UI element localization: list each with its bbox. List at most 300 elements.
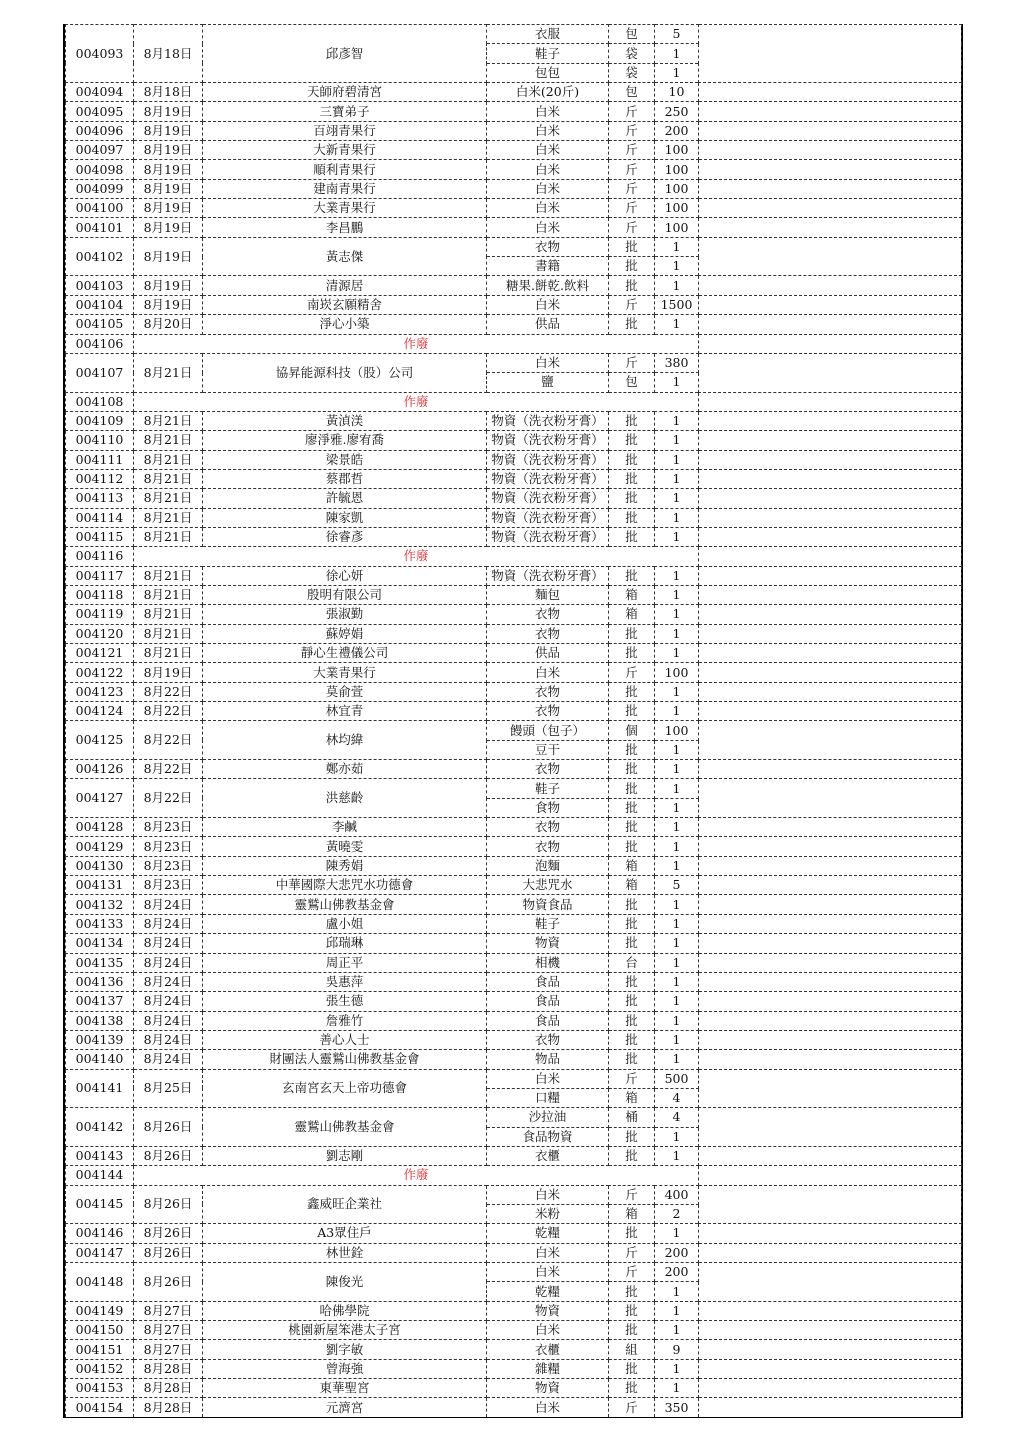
donor-name: 陳家凱	[203, 508, 487, 527]
table-row	[66, 179, 962, 198]
record-number: 004113	[66, 489, 134, 508]
item-quantity: 5	[655, 876, 699, 895]
item-quantity: 1	[655, 1379, 699, 1398]
item-quantity: 10	[655, 83, 699, 102]
donor-name: 鑫威旺企業社	[203, 1185, 487, 1224]
record-date: 8月21日	[134, 566, 203, 585]
donor-name: 靈鷲山佛教基金會	[203, 1108, 487, 1147]
remarks-cell	[699, 644, 962, 663]
donor-name: 曾海強	[203, 1359, 487, 1378]
donor-name: 大業青果行	[203, 199, 487, 218]
item-unit: 批	[609, 315, 655, 334]
record-number: 004147	[66, 1243, 134, 1262]
remarks-cell	[699, 992, 962, 1011]
donor-name: 洪慈齡	[203, 779, 487, 818]
item-name: 物資（洗衣粉牙膏）	[487, 469, 609, 488]
remarks-cell	[699, 1321, 962, 1340]
item-name: 白米(20斤)	[487, 83, 609, 102]
donor-name: 順利青果行	[203, 160, 487, 179]
record-number: 004141	[66, 1069, 134, 1108]
record-number: 004131	[66, 876, 134, 895]
item-quantity: 1	[655, 315, 699, 334]
record-number: 004134	[66, 934, 134, 953]
item-unit: 箱	[609, 876, 655, 895]
item-unit: 斤	[609, 1243, 655, 1262]
item-quantity: 1	[655, 1050, 699, 1069]
item-name: 衣物	[487, 837, 609, 856]
table-row	[66, 972, 962, 991]
item-quantity: 100	[655, 179, 699, 198]
table-row	[66, 1340, 962, 1359]
record-number: 004135	[66, 953, 134, 972]
record-date: 8月24日	[134, 992, 203, 1011]
item-quantity: 1	[655, 1359, 699, 1378]
item-name: 白米	[487, 160, 609, 179]
remarks-cell	[699, 837, 962, 856]
item-quantity: 380	[655, 353, 699, 372]
record-date: 8月21日	[134, 450, 203, 469]
item-quantity: 1	[655, 702, 699, 721]
remarks-cell	[699, 1243, 962, 1262]
donor-name: 劉字敏	[203, 1340, 487, 1359]
item-unit: 批	[609, 431, 655, 450]
item-name: 衣物	[487, 605, 609, 624]
table-row	[66, 876, 962, 895]
item-name: 衣物	[487, 624, 609, 643]
record-number: 004128	[66, 818, 134, 837]
table-row	[66, 1011, 962, 1030]
item-unit: 批	[609, 1379, 655, 1398]
item-unit: 批	[609, 469, 655, 488]
record-date: 8月26日	[134, 1185, 203, 1224]
item-unit: 批	[609, 702, 655, 721]
record-number: 004106	[66, 334, 134, 353]
remarks-cell	[699, 1030, 962, 1049]
record-date: 8月21日	[134, 527, 203, 546]
donor-name: 殷明有限公司	[203, 585, 487, 604]
donor-name: 財團法人靈鷲山佛教基金會	[203, 1050, 487, 1069]
item-unit: 斤	[609, 353, 655, 372]
donor-name: 哈佛學院	[203, 1301, 487, 1320]
record-date: 8月19日	[134, 237, 203, 276]
item-unit: 批	[609, 489, 655, 508]
donor-name: 梁景皓	[203, 450, 487, 469]
item-unit: 批	[609, 1359, 655, 1378]
record-number: 004152	[66, 1359, 134, 1378]
item-quantity: 400	[655, 1185, 699, 1204]
remarks-cell	[699, 547, 962, 566]
record-number: 004093	[66, 25, 134, 83]
donor-name: 大業青果行	[203, 663, 487, 682]
record-number: 004114	[66, 508, 134, 527]
table-row	[66, 1108, 962, 1127]
remarks-cell	[699, 489, 962, 508]
table-row	[66, 1146, 962, 1165]
remarks-cell	[699, 527, 962, 546]
item-quantity: 1	[655, 644, 699, 663]
record-number: 004140	[66, 1050, 134, 1069]
table-row	[66, 295, 962, 314]
donor-name: 李昌鵬	[203, 218, 487, 237]
item-name: 物資食品	[487, 895, 609, 914]
remarks-cell	[699, 431, 962, 450]
item-name: 泡麵	[487, 856, 609, 875]
item-unit: 批	[609, 450, 655, 469]
table-row	[66, 141, 962, 160]
record-date: 8月21日	[134, 605, 203, 624]
item-quantity: 1	[655, 469, 699, 488]
item-name: 物資（洗衣粉牙膏）	[487, 489, 609, 508]
item-unit: 組	[609, 1340, 655, 1359]
item-quantity: 9	[655, 1340, 699, 1359]
item-unit: 斤	[609, 1185, 655, 1204]
donor-name: 靈鷲山佛教基金會	[203, 895, 487, 914]
item-name: 豆干	[487, 740, 609, 759]
donor-name: 許毓恩	[203, 489, 487, 508]
donor-name: 陳俊光	[203, 1263, 487, 1302]
donor-name: 吳惠萍	[203, 972, 487, 991]
table-row	[66, 702, 962, 721]
item-unit: 箱	[609, 1088, 655, 1107]
record-date: 8月24日	[134, 1030, 203, 1049]
table-row	[66, 624, 962, 643]
item-unit: 斤	[609, 121, 655, 140]
item-quantity: 250	[655, 102, 699, 121]
donor-name: 李鹹	[203, 818, 487, 837]
record-number: 004143	[66, 1146, 134, 1165]
donor-name: 三寶弟子	[203, 102, 487, 121]
donor-name: 桃園新屋笨港太子宮	[203, 1321, 487, 1340]
record-number: 004103	[66, 276, 134, 295]
item-name: 食物	[487, 798, 609, 817]
remarks-cell	[699, 972, 962, 991]
record-number: 004139	[66, 1030, 134, 1049]
item-quantity: 1	[655, 914, 699, 933]
item-quantity: 1	[655, 257, 699, 276]
table-row	[66, 1398, 962, 1417]
item-quantity: 1	[655, 1224, 699, 1243]
item-unit: 批	[609, 740, 655, 759]
item-quantity: 1	[655, 953, 699, 972]
table-row	[66, 779, 962, 798]
donor-name: 張生德	[203, 992, 487, 1011]
record-number: 004094	[66, 83, 134, 102]
remarks-cell	[699, 876, 962, 895]
record-number: 004095	[66, 102, 134, 121]
item-name: 衣櫃	[487, 1146, 609, 1165]
donor-name: 林均緯	[203, 721, 487, 760]
record-number: 004105	[66, 315, 134, 334]
item-name: 食品	[487, 972, 609, 991]
remarks-cell	[699, 450, 962, 469]
remarks-cell	[699, 1359, 962, 1378]
item-unit: 斤	[609, 199, 655, 218]
record-date: 8月24日	[134, 1011, 203, 1030]
item-name: 大悲咒水	[487, 876, 609, 895]
item-name: 食品	[487, 1011, 609, 1030]
record-date: 8月22日	[134, 682, 203, 701]
record-date: 8月19日	[134, 295, 203, 314]
record-date: 8月19日	[134, 121, 203, 140]
item-quantity: 200	[655, 1263, 699, 1282]
record-date: 8月19日	[134, 663, 203, 682]
item-name: 鹽	[487, 373, 609, 392]
table-row	[66, 992, 962, 1011]
item-quantity: 1	[655, 237, 699, 256]
record-number: 004142	[66, 1108, 134, 1147]
table-row	[66, 315, 962, 334]
item-quantity: 5	[655, 25, 699, 44]
remarks-cell	[699, 160, 962, 179]
table-row	[66, 721, 962, 740]
item-unit: 批	[609, 1146, 655, 1165]
record-date: 8月26日	[134, 1108, 203, 1147]
table-row	[66, 489, 962, 508]
table-row	[66, 1224, 962, 1243]
item-unit: 斤	[609, 179, 655, 198]
item-unit: 斤	[609, 1069, 655, 1088]
record-date: 8月24日	[134, 934, 203, 953]
donor-name: 中華國際大悲咒水功德會	[203, 876, 487, 895]
record-number: 004154	[66, 1398, 134, 1417]
item-unit: 批	[609, 1050, 655, 1069]
item-unit: 箱	[609, 585, 655, 604]
record-date: 8月26日	[134, 1263, 203, 1302]
table-row	[66, 760, 962, 779]
item-quantity: 1	[655, 527, 699, 546]
table-row	[66, 1030, 962, 1049]
item-quantity: 1	[655, 760, 699, 779]
item-name: 白米	[487, 295, 609, 314]
record-date: 8月27日	[134, 1321, 203, 1340]
item-unit: 包	[609, 373, 655, 392]
item-name: 白米	[487, 1321, 609, 1340]
table-row	[66, 450, 962, 469]
donor-name: 清源居	[203, 276, 487, 295]
record-number: 004100	[66, 199, 134, 218]
record-date: 8月24日	[134, 972, 203, 991]
record-number: 004109	[66, 411, 134, 430]
item-name: 衣服	[487, 25, 609, 44]
record-date: 8月21日	[134, 431, 203, 450]
donor-name: 東華聖宮	[203, 1379, 487, 1398]
item-unit: 批	[609, 1224, 655, 1243]
donor-name: 元濟宮	[203, 1398, 487, 1417]
item-unit: 斤	[609, 1398, 655, 1417]
item-quantity: 1	[655, 1011, 699, 1030]
item-name: 白米	[487, 141, 609, 160]
item-quantity: 1500	[655, 295, 699, 314]
remarks-cell	[699, 1146, 962, 1165]
item-name: 相機	[487, 953, 609, 972]
donor-name: 林世銓	[203, 1243, 487, 1262]
record-date: 8月19日	[134, 199, 203, 218]
donor-name: 莫俞萱	[203, 682, 487, 701]
record-number: 004102	[66, 237, 134, 276]
item-name: 包包	[487, 63, 609, 82]
item-unit: 斤	[609, 102, 655, 121]
remarks-cell	[699, 353, 962, 392]
record-date: 8月22日	[134, 779, 203, 818]
record-number: 004099	[66, 179, 134, 198]
item-unit: 批	[609, 934, 655, 953]
item-name: 米粉	[487, 1204, 609, 1223]
record-date: 8月27日	[134, 1301, 203, 1320]
item-unit: 箱	[609, 856, 655, 875]
item-quantity: 1	[655, 779, 699, 798]
remarks-cell	[699, 953, 962, 972]
record-date: 8月23日	[134, 837, 203, 856]
item-quantity: 1	[655, 1030, 699, 1049]
donor-name: 徐心妍	[203, 566, 487, 585]
remarks-cell	[699, 1011, 962, 1030]
item-quantity: 1	[655, 837, 699, 856]
remarks-cell	[699, 566, 962, 585]
record-date: 8月25日	[134, 1069, 203, 1108]
record-number: 004148	[66, 1263, 134, 1302]
record-number: 004110	[66, 431, 134, 450]
record-date: 8月27日	[134, 1340, 203, 1359]
record-date: 8月24日	[134, 953, 203, 972]
record-number: 004127	[66, 779, 134, 818]
record-number: 004101	[66, 218, 134, 237]
item-name: 物資	[487, 1379, 609, 1398]
item-unit: 袋	[609, 63, 655, 82]
item-unit: 個	[609, 721, 655, 740]
item-name: 口糧	[487, 1088, 609, 1107]
record-date: 8月19日	[134, 218, 203, 237]
item-unit: 斤	[609, 218, 655, 237]
donor-name: 劉志剛	[203, 1146, 487, 1165]
remarks-cell	[699, 334, 962, 353]
remarks-cell	[699, 585, 962, 604]
item-quantity: 2	[655, 1204, 699, 1223]
remarks-cell	[699, 1379, 962, 1398]
remarks-cell	[699, 1398, 962, 1417]
record-date: 8月21日	[134, 489, 203, 508]
record-number: 004119	[66, 605, 134, 624]
item-name: 白米	[487, 1243, 609, 1262]
record-date: 8月26日	[134, 1243, 203, 1262]
item-name: 白米	[487, 1263, 609, 1282]
remarks-cell	[699, 276, 962, 295]
remarks-cell	[699, 1050, 962, 1069]
donor-name: 靜心生禮儀公司	[203, 644, 487, 663]
donor-name: 盧小姐	[203, 914, 487, 933]
table-row	[66, 856, 962, 875]
item-quantity: 1	[655, 934, 699, 953]
item-quantity: 100	[655, 721, 699, 740]
item-name: 物資（洗衣粉牙膏）	[487, 431, 609, 450]
item-quantity: 1	[655, 489, 699, 508]
item-name: 白米	[487, 1069, 609, 1088]
record-number: 004145	[66, 1185, 134, 1224]
record-number: 004149	[66, 1301, 134, 1320]
donor-name: 邱瑞琳	[203, 934, 487, 953]
item-quantity: 1	[655, 1146, 699, 1165]
table-row	[66, 663, 962, 682]
record-date: 8月21日	[134, 624, 203, 643]
item-name: 乾糧	[487, 1224, 609, 1243]
record-date: 8月21日	[134, 508, 203, 527]
remarks-cell	[699, 760, 962, 779]
item-unit: 批	[609, 527, 655, 546]
donor-name: 協昇能源科技（股）公司	[203, 353, 487, 392]
item-name: 物資（洗衣粉牙膏）	[487, 527, 609, 546]
record-number: 004117	[66, 566, 134, 585]
item-quantity: 1	[655, 1282, 699, 1301]
item-unit: 批	[609, 1321, 655, 1340]
record-number: 004130	[66, 856, 134, 875]
record-number: 004122	[66, 663, 134, 682]
item-unit: 斤	[609, 141, 655, 160]
record-number: 004125	[66, 721, 134, 760]
item-quantity: 1	[655, 276, 699, 295]
item-unit: 批	[609, 411, 655, 430]
item-unit: 批	[609, 818, 655, 837]
table-row	[66, 353, 962, 372]
record-number: 004108	[66, 392, 134, 411]
item-unit: 台	[609, 953, 655, 972]
table-row	[66, 1263, 962, 1282]
item-unit: 批	[609, 624, 655, 643]
record-number: 004133	[66, 914, 134, 933]
item-unit: 包	[609, 83, 655, 102]
item-name: 鞋子	[487, 44, 609, 63]
table-row	[66, 953, 962, 972]
item-name: 書籍	[487, 257, 609, 276]
record-date: 8月18日	[134, 25, 203, 83]
item-name: 衣物	[487, 760, 609, 779]
remarks-cell	[699, 392, 962, 411]
item-unit: 批	[609, 682, 655, 701]
remarks-cell	[699, 1224, 962, 1243]
table-row	[66, 411, 962, 430]
table-row-void	[66, 1166, 962, 1185]
table-row	[66, 237, 962, 256]
void-label: 作廢	[134, 1166, 699, 1185]
table-row-void	[66, 334, 962, 353]
remarks-cell	[699, 121, 962, 140]
record-number: 004129	[66, 837, 134, 856]
donor-name: 善心人士	[203, 1030, 487, 1049]
item-name: 食品物資	[487, 1127, 609, 1146]
donor-name: 玄南宮玄天上帝功德會	[203, 1069, 487, 1108]
item-quantity: 1	[655, 431, 699, 450]
record-number: 004118	[66, 585, 134, 604]
item-name: 物資	[487, 934, 609, 953]
record-number: 004115	[66, 527, 134, 546]
donor-name: 陳秀娟	[203, 856, 487, 875]
remarks-cell	[699, 1185, 962, 1224]
item-quantity: 1	[655, 895, 699, 914]
item-name: 沙拉油	[487, 1108, 609, 1127]
item-unit: 箱	[609, 605, 655, 624]
item-name: 白米	[487, 1398, 609, 1417]
remarks-cell	[699, 179, 962, 198]
table-row	[66, 895, 962, 914]
record-date: 8月21日	[134, 469, 203, 488]
item-unit: 批	[609, 1301, 655, 1320]
item-name: 白米	[487, 102, 609, 121]
item-quantity: 1	[655, 624, 699, 643]
record-date: 8月19日	[134, 102, 203, 121]
table-row	[66, 914, 962, 933]
record-number: 004098	[66, 160, 134, 179]
item-unit: 批	[609, 895, 655, 914]
ledger-sheet	[63, 24, 963, 1418]
donor-name: 林宜青	[203, 702, 487, 721]
